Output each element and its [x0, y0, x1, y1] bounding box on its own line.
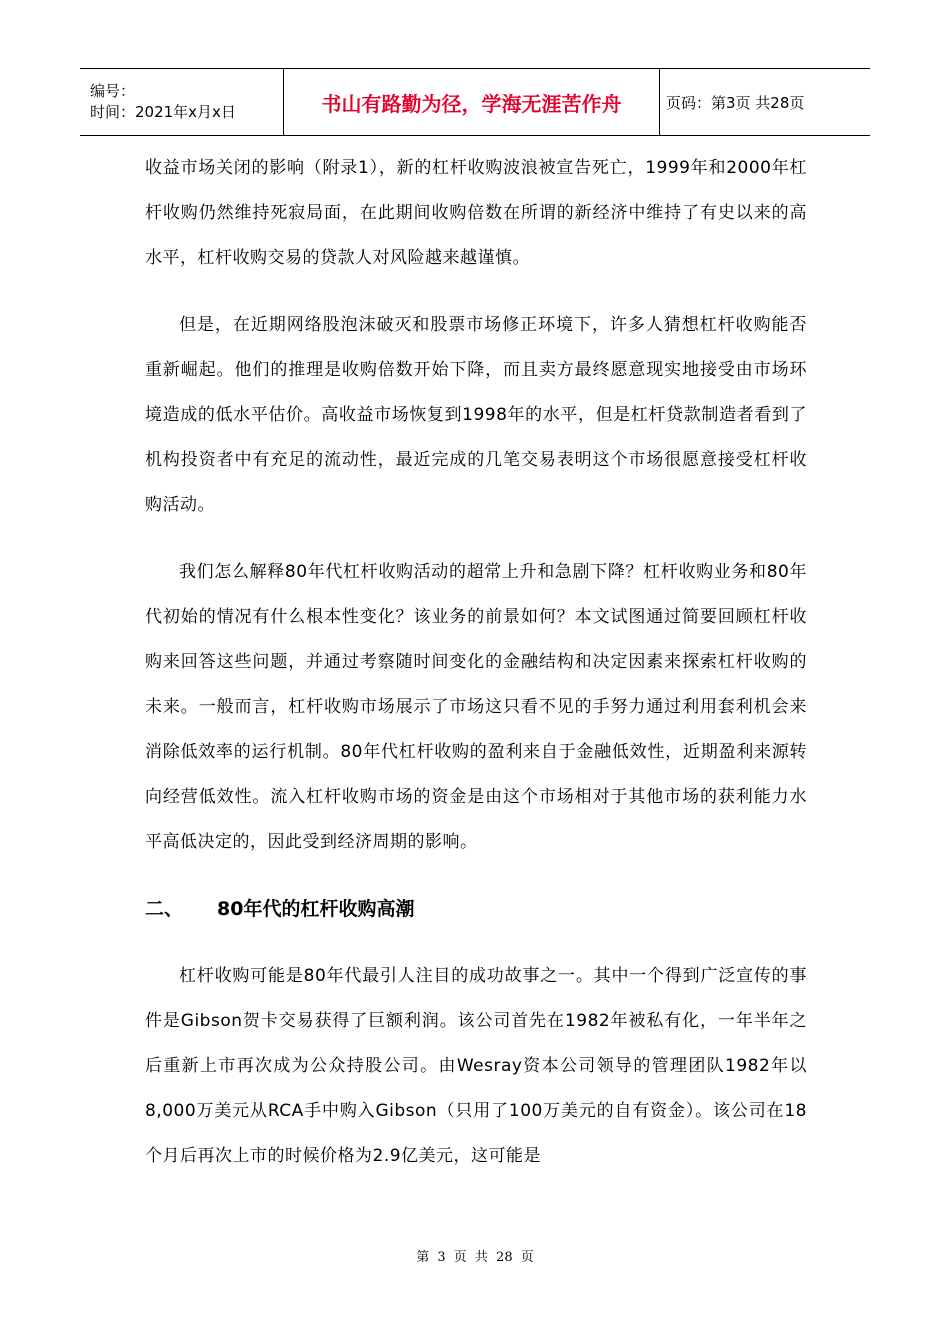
time-label: 时间：2021年x月x日: [90, 103, 236, 121]
header-meta: [80, 69, 284, 135]
paragraph-3: 我们怎么解释80年代杠杆收购活动的超常上升和急剧下降？杠杆收购业务和80年代初始的情况有什么根本性变化？该业务的前景如何？本文试图通过简要回顾杠杆收购来回答这些问题，并通过考察随时间变化的金融结构和决定因素来探索杠杆收购的未来。一般而言，杠杆收购市场展示了市场这只看不见的手努力通过利用套利机会来消除低效率的运行机制。80年代杠杆收购的盈利来自于金融低效性，近期盈利来源转向经营低效性。流入杠杆收购市场的资金是由这个市场相对于其他市场的获利能力水平高低决定的，因此受到经济周期的影响。: [145, 562, 807, 852]
section-heading: [145, 887, 807, 932]
header-motto: 书山有路勤为径，学海无涯苦作舟: [284, 69, 660, 135]
section-number: 二、: [145, 898, 184, 920]
doc-number-label: 编号：: [90, 82, 136, 100]
paragraph-2: 但是，在近期网络股泡沫破灭和股票市场修正环境下，许多人猜想杠杆收购能否重新崛起。他们的推理是收购倍数开始下降，而且卖方最终愿意现实地接受由市场环境造成的低水平估价。高收益市场恢复到1998年的水平，但是杠杆贷款制造者看到了机构投资者中有充足的流动性，最近完成的几笔交易表明这个市场很愿意接受杠杆收购活动。: [145, 315, 807, 515]
page-header: [80, 68, 870, 136]
document-body: [145, 146, 807, 1179]
page-footer: 第 3 页 共 28 页: [416, 1250, 534, 1265]
paragraph-1: 收益市场关闭的影响（附录1），新的杠杆收购波浪被宣告死亡，1999年和2000年杠杆收购仍然维持死寂局面，在此期间收购倍数在所谓的新经济中维持了有史以来的高水平，杠杆收购交易的贷款人对风险越来越谨慎。: [145, 158, 807, 268]
paragraph-4: 杠杆收购可能是80年代最引人注目的成功故事之一。其中一个得到广泛宣传的事件是Gibson贺卡交易获得了巨额利润。该公司首先在1982年被私有化，一年半年之后重新上市再次成为公众持股公司。由Wesray资本公司领导的管理团队1982年以8,000万美元从RCA手中购入Gibson（只用了100万美元的自有资金）。该公司在18个月后再次上市的时候价格为2.9亿美元，这可能是: [145, 966, 807, 1166]
section-title: 80年代的杠杆收购高潮: [217, 898, 415, 920]
header-page-info: 页码：第3页 共28页: [666, 93, 805, 112]
